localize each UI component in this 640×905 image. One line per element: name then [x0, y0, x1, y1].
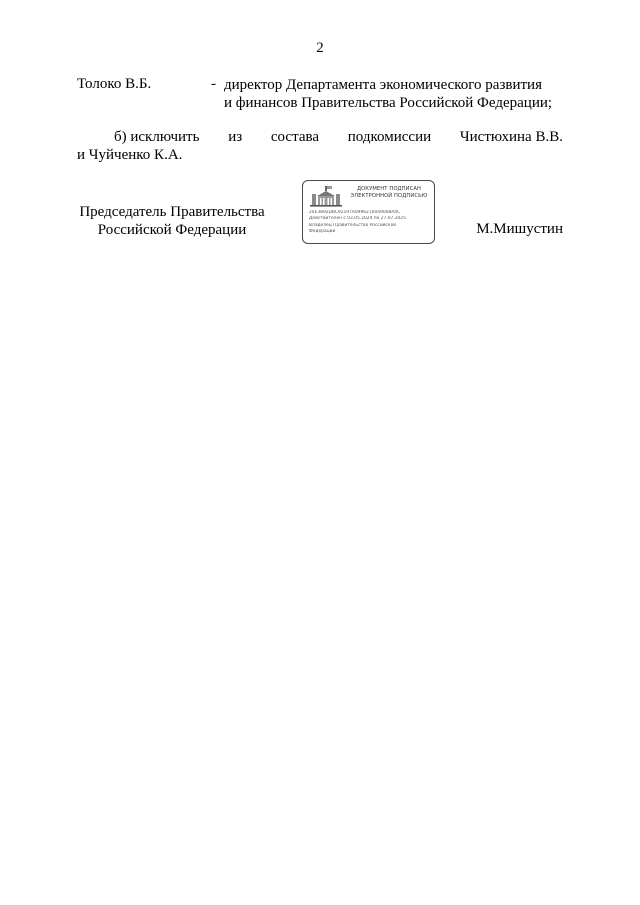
member-name: Толоко В.Б.	[77, 76, 152, 92]
exclusion-clause	[77, 128, 563, 164]
member-dash: -	[211, 76, 216, 92]
member-description	[224, 76, 552, 112]
clause-word: подкомиссии	[347, 129, 432, 145]
stamp-owner: Федерации	[309, 229, 336, 235]
signer-title-line: Председатель Правительства	[79, 204, 265, 220]
signer-title	[77, 203, 267, 239]
stamp-title	[345, 186, 433, 200]
stamp-details	[309, 210, 433, 236]
clause-word: б) исключить	[114, 129, 200, 145]
stamp-title-line: ДОКУМЕНТ ПОДПИСАН	[356, 186, 422, 192]
clause-word: состава	[270, 129, 320, 145]
page-number: 2	[316, 40, 324, 56]
clause-line	[77, 128, 563, 146]
member-description-line: директор Департамента экономического развития	[224, 77, 542, 93]
stamp-validity: Действителен с 03.05.2024 по 27.07.2025	[309, 216, 406, 222]
clause-word: Чистюхина В.В.	[459, 129, 563, 145]
member-description-line: и финансов Правительства Российской Федерации;	[224, 95, 553, 111]
electronic-signature-stamp	[302, 180, 435, 244]
government-building-icon	[309, 185, 343, 207]
stamp-owner: Владелец Правительство Российской	[309, 222, 397, 228]
signer-name: М.Мишустин	[476, 221, 563, 237]
stamp-title-line: ЭЛЕКТРОННОЙ ПОДПИСЬЮ	[350, 193, 428, 199]
clause-word: из	[228, 129, 243, 145]
signer-title-line: Российской Федерации	[97, 222, 247, 238]
stamp-certificate: 20E3892DBC92197A0996210049008A4C	[309, 210, 401, 215]
clause-line: и Чуйченко К.А.	[77, 147, 183, 163]
